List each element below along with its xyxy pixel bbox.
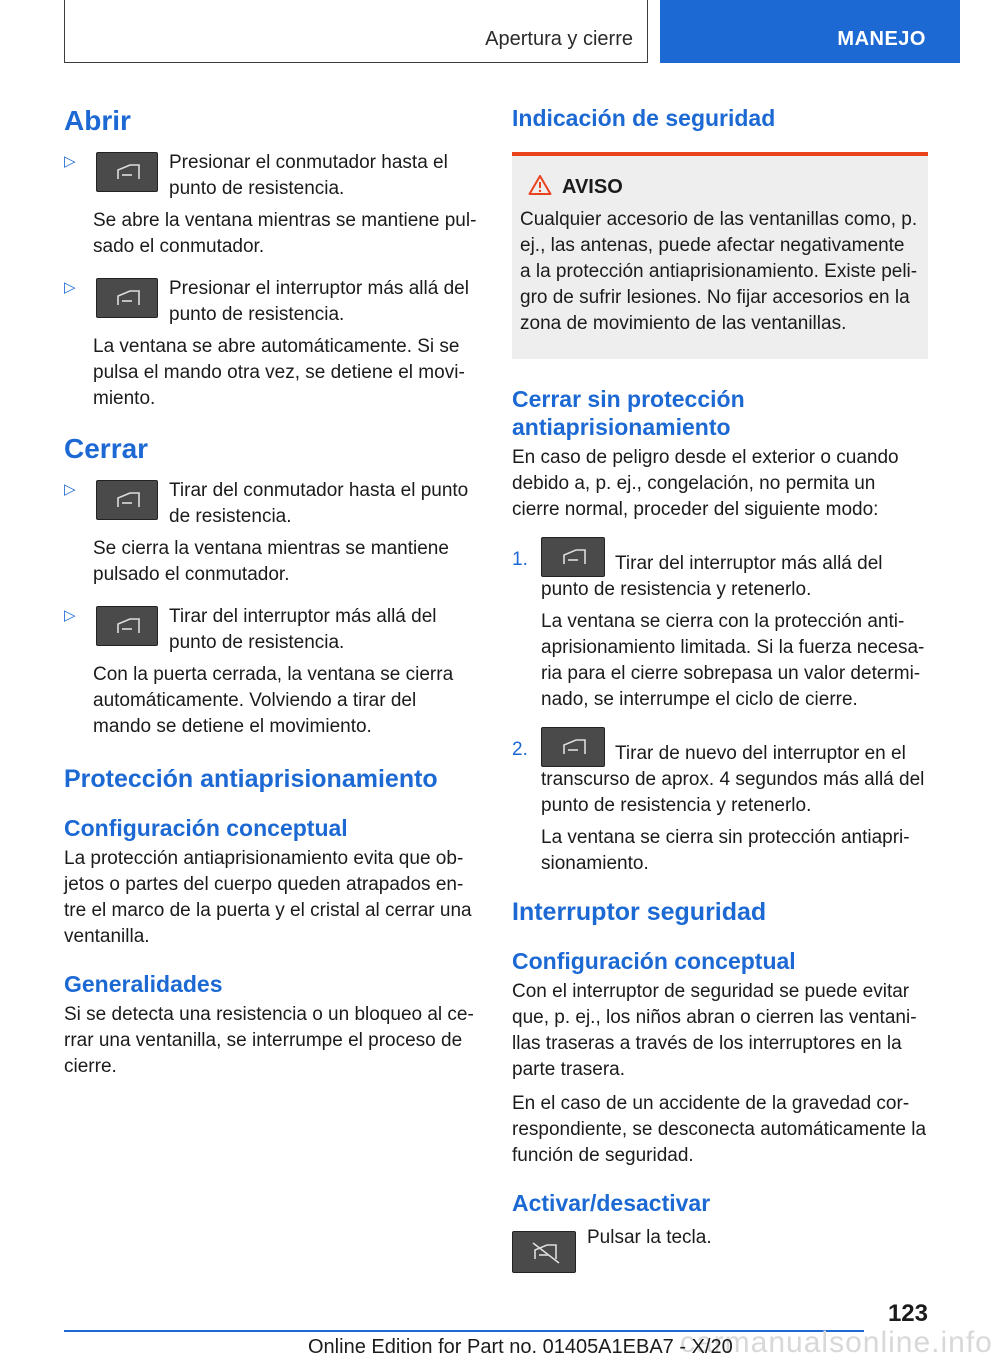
triangle-right-icon: ▷ bbox=[64, 153, 76, 170]
window-lock-switch-icon bbox=[512, 1231, 576, 1273]
heading-cerrar-sin-proteccion: Cerrar sin protección antiaprisionamiento bbox=[512, 386, 745, 440]
generalidades-text: Si se detecta una resistencia o un bloqueo al cerrar una ventanilla, se interrumpe el proceso de cierre. bbox=[64, 1004, 474, 1077]
page-number: 123 bbox=[887, 1300, 928, 1327]
cerrar-sin-step-2 bbox=[512, 727, 928, 877]
cerrar-sin-step-2-text bbox=[541, 727, 928, 819]
abrir-step-2-desc: La ventana se abre automáticamente. Si se pulsa el mando otra vez, se detiene el movimiento. bbox=[93, 336, 465, 409]
window-switch-icon bbox=[541, 537, 605, 577]
heading-generalidades: Generalidades bbox=[64, 971, 223, 997]
header-chapter-tab bbox=[660, 0, 960, 63]
right-column bbox=[512, 96, 928, 1271]
watermark: carmanualsonline.info bbox=[680, 1326, 993, 1359]
triangle-right-icon: ▷ bbox=[64, 481, 76, 498]
cerrar-step-2 bbox=[64, 604, 478, 740]
header-section-box bbox=[64, 0, 648, 63]
window-switch-icon bbox=[96, 152, 158, 192]
window-switch-icon bbox=[96, 606, 158, 646]
heading-configuracion-conceptual: Configuración conceptual bbox=[64, 815, 348, 841]
warning-header bbox=[528, 174, 920, 201]
heading-proteccion: Protección antiaprisionamiento bbox=[64, 765, 438, 793]
window-switch-icon bbox=[96, 278, 158, 318]
step-number: 2. bbox=[512, 739, 528, 760]
page-header bbox=[0, 0, 960, 66]
footer-edition: Online Edition for Part no. 01405A1EBA7 - X/20 bbox=[308, 1336, 733, 1358]
heading-indicacion-seguridad: Indicación de seguridad bbox=[512, 105, 776, 131]
cerrar-sin-step-1-text bbox=[541, 537, 928, 603]
cerrar-sin-step-1 bbox=[512, 537, 928, 713]
abrir-step-2 bbox=[64, 276, 478, 412]
cerrar-step-1-text: Tirar del conmutador hasta el punto de resistencia. bbox=[169, 480, 469, 527]
step-number: 1. bbox=[512, 549, 528, 570]
cerrar-sin-step-2-desc: La ventana se cierra sin protección antiaprisionamiento. bbox=[541, 827, 910, 874]
heading-activar-desactivar: Activar/desactivar bbox=[512, 1190, 711, 1216]
heading-cerrar: Cerrar bbox=[64, 433, 149, 464]
interruptor-concept-text-1: Con el interruptor de seguridad se puede evitar que, p. ej., los niños abran o cierren las ventanillas traseras a través de los interruptores en la parte trasera. bbox=[512, 981, 917, 1080]
warning-label: AVISO bbox=[562, 176, 623, 198]
header-chapter-label: MANEJO bbox=[837, 28, 926, 50]
abrir-step-1 bbox=[64, 150, 478, 260]
triangle-right-icon: ▷ bbox=[64, 607, 76, 624]
cerrar-step-1-desc: Se cierra la ventana mientras se mantiene pulsado el conmutador. bbox=[93, 538, 449, 585]
activar-row bbox=[512, 1225, 928, 1271]
cerrar-sin-step-1-label: Tirar del interruptor más allá del punto de resistencia y retenerlo. bbox=[541, 553, 883, 600]
cerrar-sin-intro: En caso de peligro desde el exterior o cuando debido a, p. ej., congelación, no permita un cierre normal, proceder del siguiente modo: bbox=[512, 447, 899, 520]
header-section-title: Apertura y cierre bbox=[485, 28, 633, 50]
cerrar-step-2-desc: Con la puerta cerrada, la ventana se cierra automáticamente. Volviendo a tirar del mando se detiene el movimiento. bbox=[93, 664, 454, 737]
warning-text: Cualquier accesorio de las ventanillas como, p. ej., las antenas, puede afectar negativamente a la protección antiaprisionamiento. Existe peligro de sufrir lesiones. No fijar accesorios en la zona de movimiento de las ventanillas. bbox=[520, 209, 918, 334]
window-switch-icon bbox=[541, 727, 605, 767]
window-switch-icon bbox=[96, 480, 158, 520]
interruptor-concept-text-2: En el caso de un accidente de la gravedad correspondiente, se desconecta automáticamente la función de seguridad. bbox=[512, 1093, 927, 1166]
cerrar-sin-step-2-label: Tirar de nuevo del interruptor en el transcurso de aprox. 4 segundos más allá del punto de resistencia y retenerlo. bbox=[541, 743, 925, 816]
cerrar-step-2-text: Tirar del interruptor más allá del punto de resistencia. bbox=[169, 606, 437, 653]
activar-text: Pulsar la tecla. bbox=[587, 1227, 712, 1248]
warning-box bbox=[512, 152, 928, 359]
heading-configuracion-conceptual-2: Configuración conceptual bbox=[512, 948, 796, 974]
abrir-step-1-text: Presionar el conmutador hasta el punto de resistencia. bbox=[169, 152, 448, 199]
warning-triangle-icon bbox=[528, 174, 552, 201]
cerrar-step-1 bbox=[64, 478, 478, 588]
abrir-step-2-text: Presionar el interruptor más allá del punto de resistencia. bbox=[169, 278, 469, 325]
cerrar-sin-step-1-desc: La ventana se cierra con la protección antiaprisionamiento limitada. Si la fuerza necesaria para el cierre sobrepasa un valor determinado, se interrumpe el ciclo de cierre. bbox=[541, 611, 925, 710]
triangle-right-icon: ▷ bbox=[64, 279, 76, 296]
heading-abrir: Abrir bbox=[64, 105, 131, 136]
left-column bbox=[64, 96, 478, 1080]
heading-interruptor-seguridad: Interruptor seguridad bbox=[512, 898, 767, 926]
abrir-step-1-desc: Se abre la ventana mientras se mantiene pulsado el conmutador. bbox=[93, 210, 477, 257]
proteccion-concept-text: La protección antiaprisionamiento evita que objetos o partes del cuerpo queden atrapados entre el marco de la puerta y el cristal al cerrar una ventanilla. bbox=[64, 848, 472, 947]
